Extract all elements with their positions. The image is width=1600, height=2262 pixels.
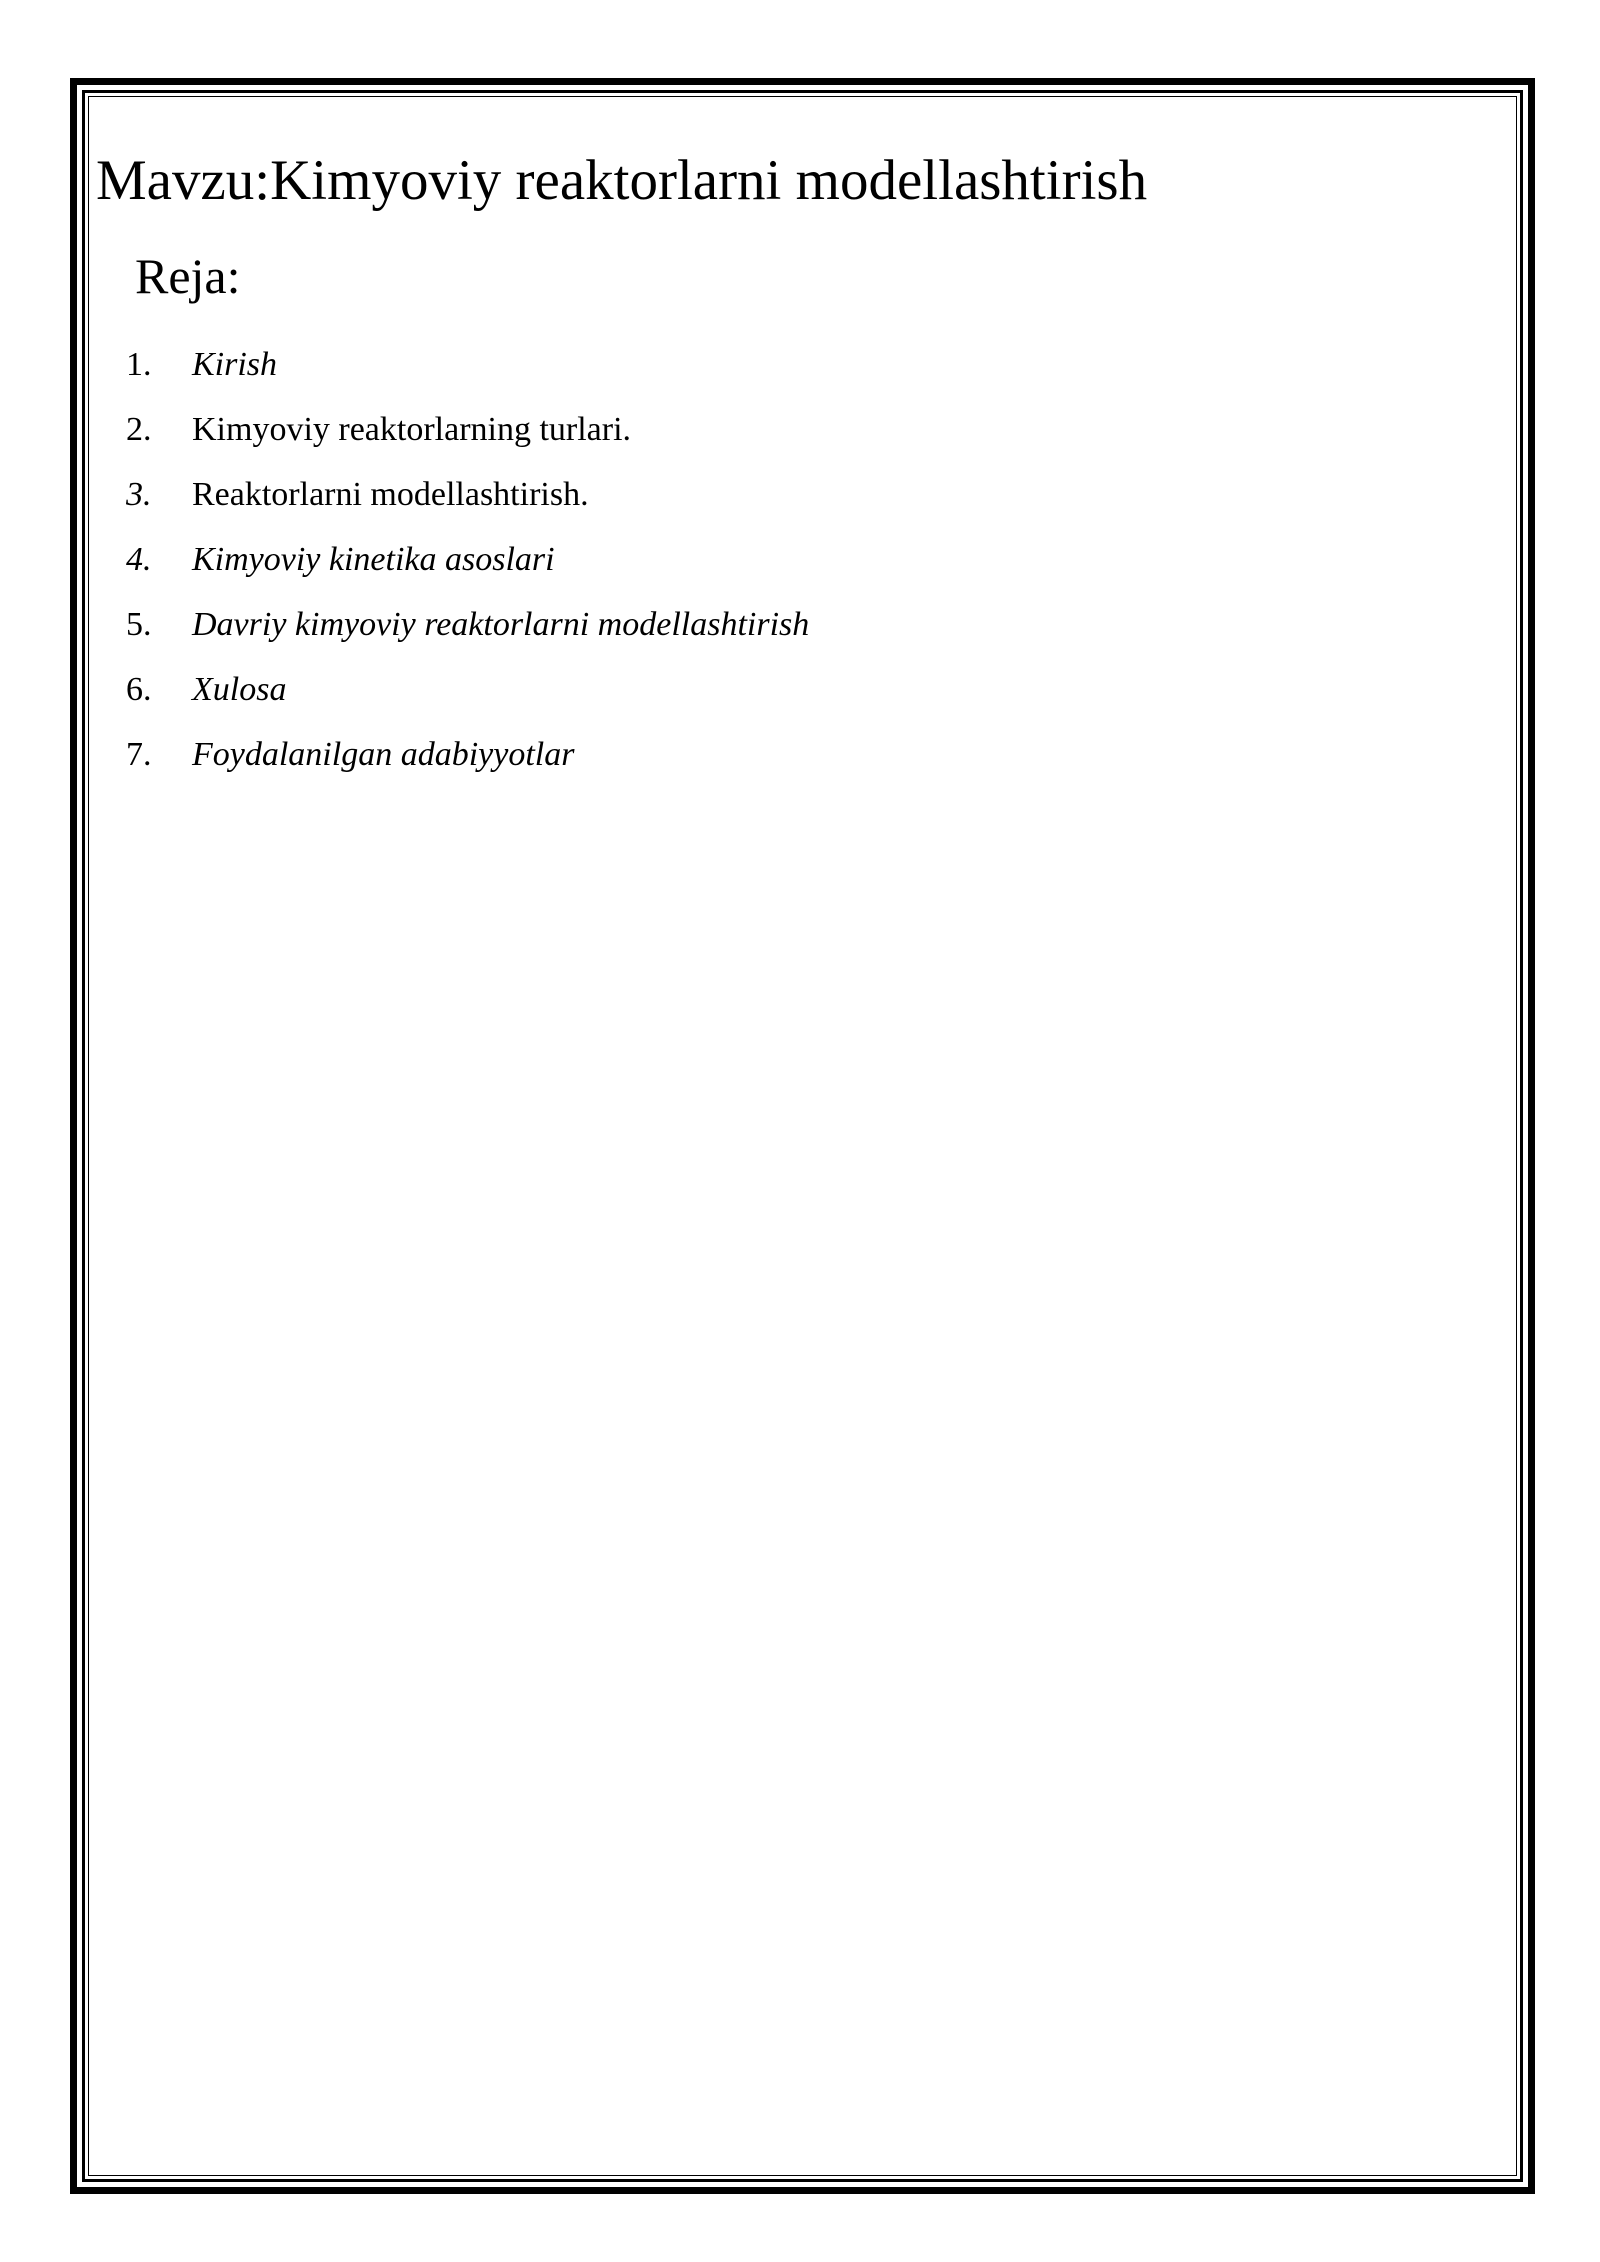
list-item-number: 5.	[126, 605, 152, 643]
list-item-text: Kimyoviy reaktorlarning turlari.	[192, 410, 632, 448]
page-content	[96, 150, 1496, 787]
list-item	[96, 332, 1496, 397]
list-item	[96, 722, 1496, 787]
list-item-number: 4.	[126, 540, 152, 578]
list-item	[96, 527, 1496, 592]
document-title: Mavzu:Kimyoviy reaktorlarni modellashtirish	[96, 149, 1148, 212]
list-item-number: 7.	[126, 735, 152, 773]
list-item	[96, 592, 1496, 657]
list-item-text: Davriy kimyoviy reaktorlarni modellashtirish	[192, 605, 810, 643]
list-item-number: 6.	[126, 670, 152, 708]
plan-heading: Reja:	[135, 247, 241, 304]
list-item-text: Kimyoviy kinetika asoslari	[192, 540, 555, 578]
list-item-number: 2.	[126, 410, 152, 448]
list-item-text: Xulosa	[192, 670, 287, 708]
list-item-number: 3.	[126, 475, 152, 513]
plan-list	[96, 332, 1496, 787]
list-item-number: 1.	[126, 345, 152, 383]
list-item-text: Foydalanilgan adabiyyotlar	[192, 735, 575, 773]
list-item	[96, 397, 1496, 462]
list-item-text: Reaktorlarni modellashtirish.	[192, 475, 589, 513]
list-item	[96, 462, 1496, 527]
list-item-text: Kirish	[192, 345, 278, 383]
list-item	[96, 657, 1496, 722]
